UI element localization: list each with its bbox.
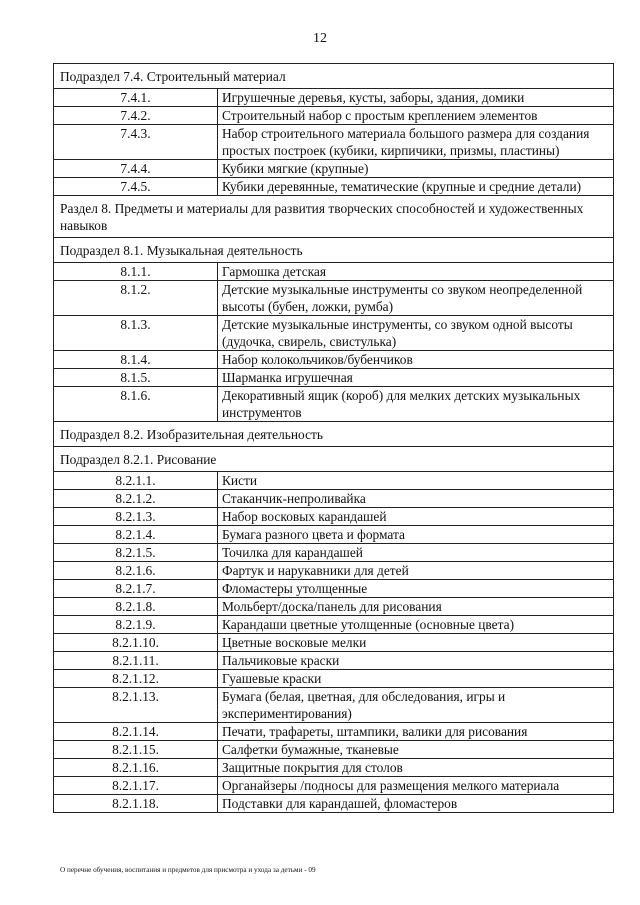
item-code: 8.2.1.5. [54,544,218,562]
item-code: 7.4.2. [54,107,218,125]
item-code: 8.2.1.7. [54,580,218,598]
item-code: 8.2.1.12. [54,670,218,688]
item-code: 8.2.1.1. [54,472,218,490]
item-description: Шарманка игрушечная [218,369,614,387]
page-number: 12 [313,31,327,46]
item-description: Подставки для карандашей, фломастеров [218,795,614,813]
table-row [54,688,614,723]
table-row [54,316,614,351]
item-code: 8.2.1.3. [54,508,218,526]
item-description: Декоративный ящик (короб) для мелких детских музыкальных инструментов [218,387,614,422]
item-code: 8.2.1.16. [54,759,218,777]
item-description: Бумага (белая, цветная, для обследования, игры и экспериментирования) [218,688,614,723]
item-code: 8.2.1.2. [54,490,218,508]
item-code: 8.2.1.9. [54,616,218,634]
item-code: 8.2.1.18. [54,795,218,813]
item-description: Кисти [218,472,614,490]
section-row [54,447,614,472]
item-description: Детские музыкальные инструменты со звуком неопределенной высоты (бубен, ложки, румба) [218,281,614,316]
section-heading: Подраздел 8.2. Изобразительная деятельность [54,422,614,447]
item-code: 8.2.1.8. [54,598,218,616]
item-code: 7.4.4. [54,160,218,178]
item-code: 8.2.1.14. [54,723,218,741]
item-code: 7.4.5. [54,178,218,196]
item-description: Карандаши цветные утолщенные (основные цвета) [218,616,614,634]
item-description: Гуашевые краски [218,670,614,688]
item-description: Печати, трафареты, штампики, валики для рисования [218,723,614,741]
footer-note: О перечне обучения, воспитания и предметов для присмотра и ухода за детьми - 09 [60,866,316,874]
section-heading: Подраздел 8.2.1. Рисование [54,447,614,472]
item-description: Бумага разного цвета и формата [218,526,614,544]
section-heading: Подраздел 8.1. Музыкальная деятельность [54,238,614,263]
table-row [54,178,614,196]
item-description: Точилка для карандашей [218,544,614,562]
item-description: Кубики деревянные, тематические (крупные и средние детали) [218,178,614,196]
item-description: Мольберт/доска/панель для рисования [218,598,614,616]
table-row [54,107,614,125]
table-row [54,670,614,688]
item-description: Фломастеры утолщенные [218,580,614,598]
section-row [54,238,614,263]
table-row [54,795,614,813]
table-row [54,387,614,422]
item-code: 7.4.3. [54,125,218,160]
table-row [54,580,614,598]
item-code: 8.2.1.11. [54,652,218,670]
table-row [54,598,614,616]
table-row [54,741,614,759]
table-row [54,652,614,670]
item-code: 8.2.1.13. [54,688,218,723]
item-description: Строительный набор с простым креплением элементов [218,107,614,125]
item-description: Игрушечные деревья, кусты, заборы, здания, домики [218,89,614,107]
table-row [54,89,614,107]
item-description: Пальчиковые краски [218,652,614,670]
table-row [54,777,614,795]
section-row [54,196,614,238]
table-row [54,263,614,281]
item-code: 7.4.1. [54,89,218,107]
item-description: Органайзеры /подносы для размещения мелкого материала [218,777,614,795]
section-heading: Подраздел 7.4. Строительный материал [54,64,614,89]
table-row [54,281,614,316]
item-description: Защитные покрытия для столов [218,759,614,777]
item-code: 8.1.3. [54,316,218,351]
item-code: 8.2.1.17. [54,777,218,795]
equipment-table [53,63,614,813]
table-row [54,616,614,634]
table-row [54,562,614,580]
item-code: 8.1.4. [54,351,218,369]
item-description: Набор колокольчиков/бубенчиков [218,351,614,369]
item-description: Детские музыкальные инструменты, со звуком одной высоты (дудочка, свирель, свистулька) [218,316,614,351]
table-row [54,723,614,741]
table-row [54,351,614,369]
table-row [54,160,614,178]
section-row [54,64,614,89]
item-description: Гармошка детская [218,263,614,281]
item-description: Салфетки бумажные, тканевые [218,741,614,759]
section-row [54,422,614,447]
table-row [54,472,614,490]
section-heading: Раздел 8. Предметы и материалы для развития творческих способностей и художественных навыков [54,196,614,238]
item-code: 8.2.1.4. [54,526,218,544]
table-row [54,544,614,562]
item-code: 8.1.1. [54,263,218,281]
item-description: Набор восковых карандашей [218,508,614,526]
item-description: Набор строительного материала большого размера для создания простых построек (кубики, кирпичики, призмы, пластины) [218,125,614,160]
item-description: Цветные восковые мелки [218,634,614,652]
item-code: 8.1.5. [54,369,218,387]
table-row [54,508,614,526]
item-description: Кубики мягкие (крупные) [218,160,614,178]
table-row [54,634,614,652]
item-code: 8.2.1.15. [54,741,218,759]
item-description: Фартук и нарукавники для детей [218,562,614,580]
table-row [54,369,614,387]
table-row [54,490,614,508]
item-description: Стаканчик-непроливайка [218,490,614,508]
table-body [54,64,614,813]
table-row [54,526,614,544]
item-code: 8.1.2. [54,281,218,316]
item-code: 8.2.1.6. [54,562,218,580]
table-row [54,759,614,777]
table-row [54,125,614,160]
item-code: 8.1.6. [54,387,218,422]
item-code: 8.2.1.10. [54,634,218,652]
